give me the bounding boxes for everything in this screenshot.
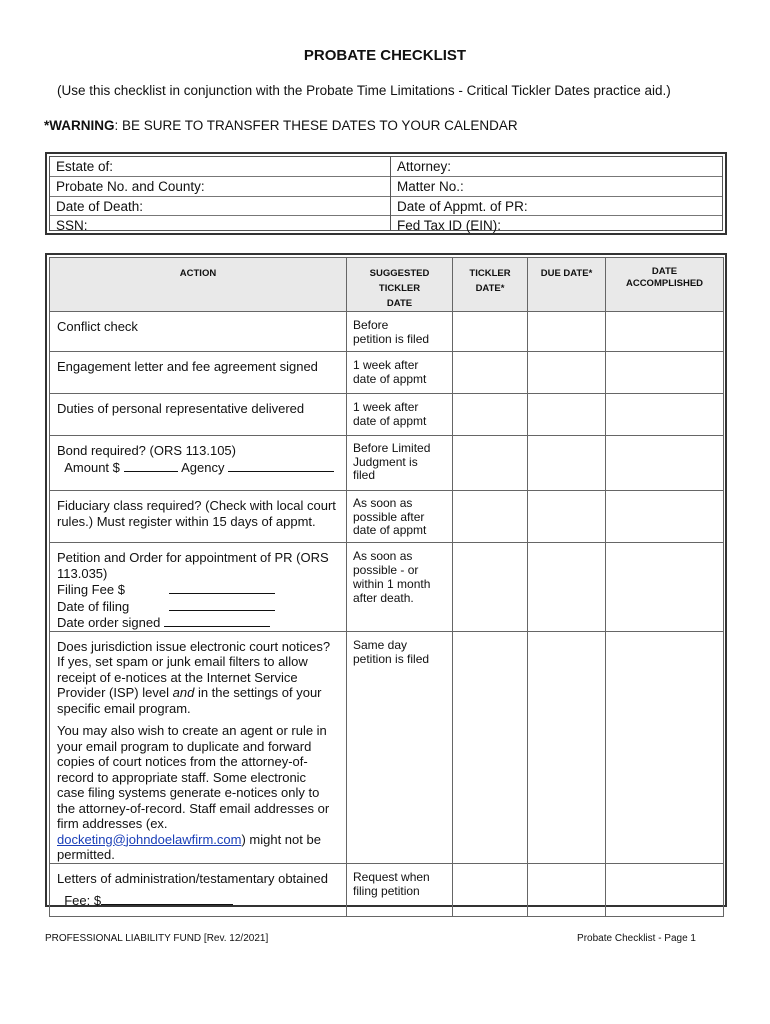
attorney-field[interactable]: Attorney: bbox=[397, 159, 452, 174]
action-cell: Bond required? (ORS 113.105) Amount $ Agency bbox=[50, 436, 347, 491]
due-date-cell[interactable] bbox=[528, 543, 606, 632]
tickler-date-cell[interactable] bbox=[453, 491, 528, 543]
due-date-cell[interactable] bbox=[528, 631, 606, 863]
action-cell: Conflict check bbox=[50, 312, 347, 352]
action-cell: Fiduciary class required? (Check with local court rules.) Must register within 15 days of appmt. bbox=[50, 491, 347, 543]
tickler-date-cell[interactable] bbox=[453, 394, 528, 436]
footer-left: PROFESSIONAL LIABILITY FUND [Rev. 12/2021] bbox=[45, 933, 269, 944]
suggested-date-cell: Same day petition is filed bbox=[347, 631, 453, 863]
letters-fee-blank[interactable] bbox=[101, 892, 233, 905]
page-title: PROBATE CHECKLIST bbox=[303, 47, 467, 64]
action-cell: Engagement letter and fee agreement signed bbox=[50, 352, 347, 394]
warning-label: *WARNING bbox=[44, 118, 115, 133]
suggested-date-cell: Request when filing petition bbox=[347, 863, 453, 916]
tickler-date-cell[interactable] bbox=[453, 352, 528, 394]
date-accomplished-cell[interactable] bbox=[606, 491, 724, 543]
intro-text: (Use this checklist in conjunction with the Probate Time Limitations - Critical Tickler Dates practice aid.) bbox=[57, 83, 671, 98]
filing-fee-blank[interactable] bbox=[169, 581, 275, 594]
date-of-death-field[interactable]: Date of Death: bbox=[50, 196, 390, 215]
due-date-header: DUE DATE* bbox=[528, 258, 606, 312]
action-header: ACTION bbox=[50, 258, 347, 312]
table-row bbox=[50, 352, 724, 394]
due-date-cell[interactable] bbox=[528, 491, 606, 543]
suggested-date-cell: 1 week after date of appmt bbox=[347, 352, 453, 394]
due-date-cell[interactable] bbox=[528, 312, 606, 352]
tickler-date-header: TICKLER DATE* bbox=[453, 258, 528, 312]
suggested-date-cell: 1 week after date of appmt bbox=[347, 394, 453, 436]
agency-blank[interactable] bbox=[228, 459, 334, 472]
date-order-signed-blank[interactable] bbox=[164, 614, 270, 627]
ssn-field[interactable]: SSN: bbox=[50, 215, 390, 234]
tickler-date-cell[interactable] bbox=[453, 543, 528, 632]
tickler-date-cell[interactable] bbox=[453, 863, 528, 916]
table-row bbox=[50, 436, 724, 491]
matter-no-field[interactable]: Matter No.: bbox=[391, 176, 722, 195]
date-accomplished-cell[interactable] bbox=[606, 631, 724, 863]
date-accomplished-cell[interactable] bbox=[606, 543, 724, 632]
date-accomplished-cell[interactable] bbox=[606, 863, 724, 916]
due-date-cell[interactable] bbox=[528, 863, 606, 916]
header-row bbox=[50, 258, 724, 312]
suggested-date-cell: Before Limited Judgment is filed bbox=[347, 436, 453, 491]
due-date-cell[interactable] bbox=[528, 436, 606, 491]
footer-page-number: Probate Checklist - Page 1 bbox=[577, 933, 696, 944]
tickler-date-cell[interactable] bbox=[453, 436, 528, 491]
tickler-date-cell[interactable] bbox=[453, 631, 528, 863]
warning-text bbox=[44, 118, 518, 133]
suggested-tickler-header: SUGGESTED TICKLER DATE bbox=[347, 258, 453, 312]
action-cell: Duties of personal representative delivered bbox=[50, 394, 347, 436]
case-info-table bbox=[45, 152, 727, 235]
date-accomplished-cell[interactable] bbox=[606, 436, 724, 491]
due-date-cell[interactable] bbox=[528, 394, 606, 436]
table-row bbox=[50, 631, 724, 863]
estate-of-field[interactable]: Estate of: bbox=[56, 159, 114, 174]
suggested-date-cell: Before petition is filed bbox=[347, 312, 453, 352]
table-row bbox=[50, 491, 724, 543]
amount-blank[interactable] bbox=[124, 459, 178, 472]
date-of-filing-blank[interactable] bbox=[169, 598, 275, 611]
fed-tax-id-field[interactable]: Fed Tax ID (EIN): bbox=[391, 215, 722, 234]
date-of-appmt-field[interactable]: Date of Appmt. of PR: bbox=[391, 196, 722, 215]
table-row bbox=[50, 394, 724, 436]
docketing-email-link[interactable]: docketing@johndoelawfirm.com bbox=[57, 831, 242, 847]
date-accomplished-cell[interactable] bbox=[606, 312, 724, 352]
checklist-table bbox=[45, 253, 727, 907]
date-accomplished-header: DATE ACCOMPLISHED bbox=[606, 258, 724, 312]
suggested-date-cell: As soon as possible - or within 1 month after death. bbox=[347, 543, 453, 632]
warning-message: : BE SURE TO TRANSFER THESE DATES TO YOUR CALENDAR bbox=[114, 118, 518, 133]
table-row bbox=[50, 312, 724, 352]
date-accomplished-cell[interactable] bbox=[606, 352, 724, 394]
suggested-date-cell: As soon as possible after date of appmt bbox=[347, 491, 453, 543]
table-row bbox=[50, 863, 724, 916]
action-cell: Letters of administration/testamentary obtained Fee: $ bbox=[50, 863, 347, 916]
tickler-date-cell[interactable] bbox=[453, 312, 528, 352]
action-cell: Does jurisdiction issue electronic court notices? If yes, set spam or junk email filters to allow receipt of e-notices at the Internet Service Provider (ISP) level and in the settings of your specific email program. You may also wish to create an agent or rule in your email program to duplicate and forward copies of court notices from the attorney-of- record to appropriate staff. Some electronic case filing systems generate e-notices only to the attorney-of-record. Staff email addresses or firm addresses (ex. docketing@johndoelawfirm.com) might not be permitted. bbox=[50, 631, 347, 863]
due-date-cell[interactable] bbox=[528, 352, 606, 394]
action-cell: Petition and Order for appointment of PR (ORS 113.035) Filing Fee $ Date of filing Date order signed bbox=[50, 543, 347, 632]
table-row bbox=[50, 543, 724, 632]
date-accomplished-cell[interactable] bbox=[606, 394, 724, 436]
probate-no-county-field[interactable]: Probate No. and County: bbox=[50, 176, 390, 195]
